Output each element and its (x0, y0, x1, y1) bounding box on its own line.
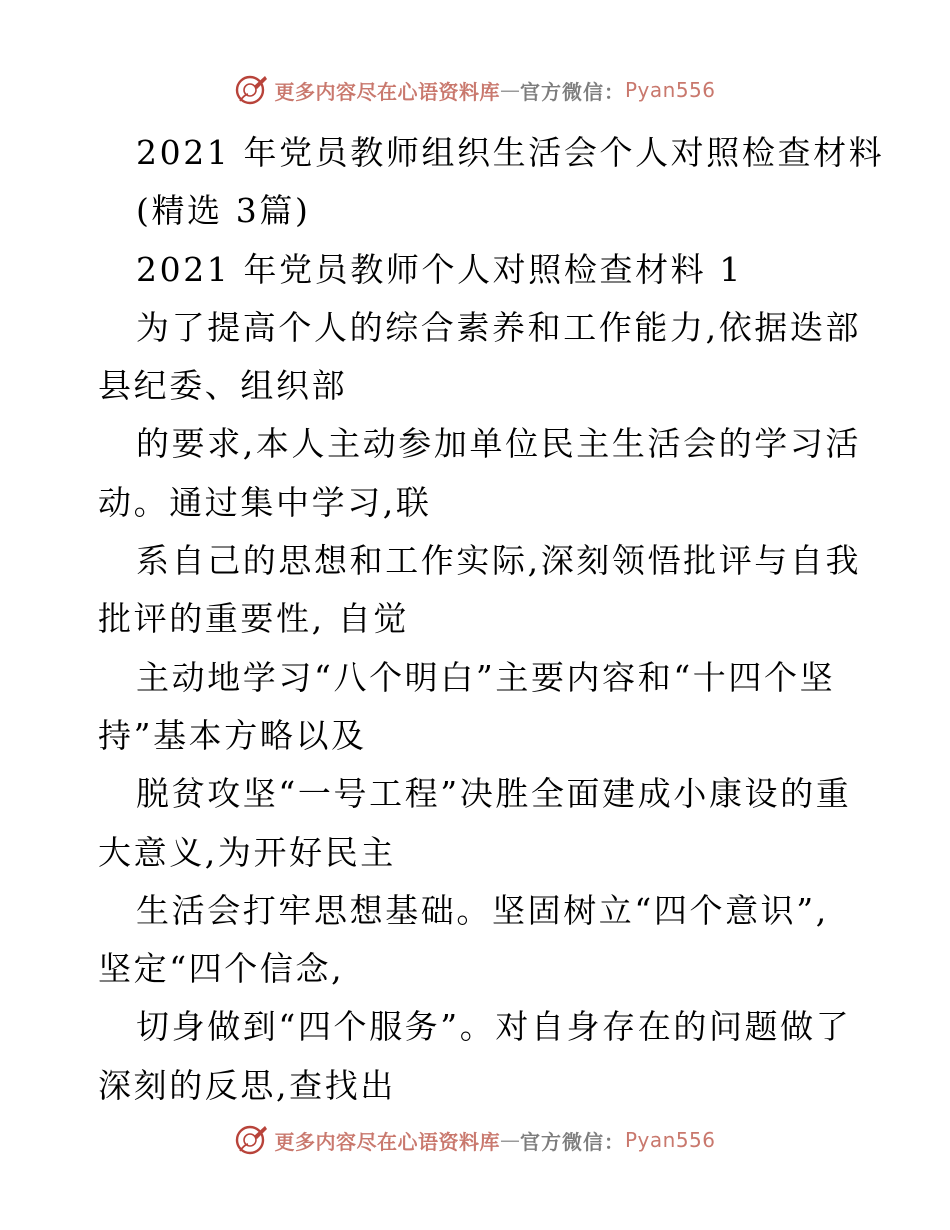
watermark-wechat-id: Pyan556 (624, 1128, 716, 1152)
paragraph-line: 的要求,本人主动参加单位民主生活会的学习活 (136, 424, 862, 464)
pen-nib-circle-icon (234, 1123, 268, 1157)
watermark-dash: — (499, 1128, 520, 1152)
paragraph-line: 持”基本方略以及 (98, 715, 367, 755)
paragraph-line: 动。通过集中学习,联 (98, 482, 432, 522)
footer-watermark (0, 1120, 950, 1160)
paragraph-line: 系自己的思想和工作实际,深刻领悟批评与自我 (136, 541, 862, 581)
paragraph-line: 深刻的反思,查找出 (98, 1065, 396, 1105)
section-heading: 2021 年党员教师个人对照检查材料 1 (136, 249, 743, 289)
document-title: 2021 年党员教师组织生活会个人对照检查材料 (136, 133, 885, 172)
pen-nib-circle-icon (234, 73, 268, 107)
watermark-label: 官方微信： (519, 1129, 625, 1154)
document-subtitle: (精选 3篇) (136, 191, 311, 231)
paragraph-line: 大意义,为开好民主 (98, 832, 396, 872)
paragraph-line: 批评的重要性, 自觉 (98, 599, 409, 639)
watermark-wechat-id: Pyan556 (624, 78, 716, 102)
paragraph-line: 切身做到“四个服务”。对自身存在的问题做了 (136, 1007, 852, 1047)
watermark-brand: 更多内容尽在心语资料库 (274, 1129, 500, 1154)
watermark-label: 官方微信： (519, 79, 625, 104)
paragraph-line: 脱贫攻坚“一号工程”决胜全面建成小康设的重 (136, 774, 852, 814)
paragraph-line: 县纪委、组织部 (98, 366, 348, 406)
watermark-brand: 更多内容尽在心语资料库 (274, 79, 500, 104)
document-body (98, 124, 885, 1115)
paragraph-line: 生活会打牢思想基础。坚固树立“四个意识”, (136, 890, 829, 930)
paragraph-line: 为了提高个人的综合素养和工作能力,依据迭部 (136, 307, 862, 347)
header-watermark (0, 70, 950, 110)
paragraph-line: 坚定“四个信念, (98, 949, 345, 989)
watermark-dash: — (499, 78, 520, 102)
paragraph-line: 主动地学习“八个明白”主要内容和“十四个坚 (136, 657, 836, 697)
